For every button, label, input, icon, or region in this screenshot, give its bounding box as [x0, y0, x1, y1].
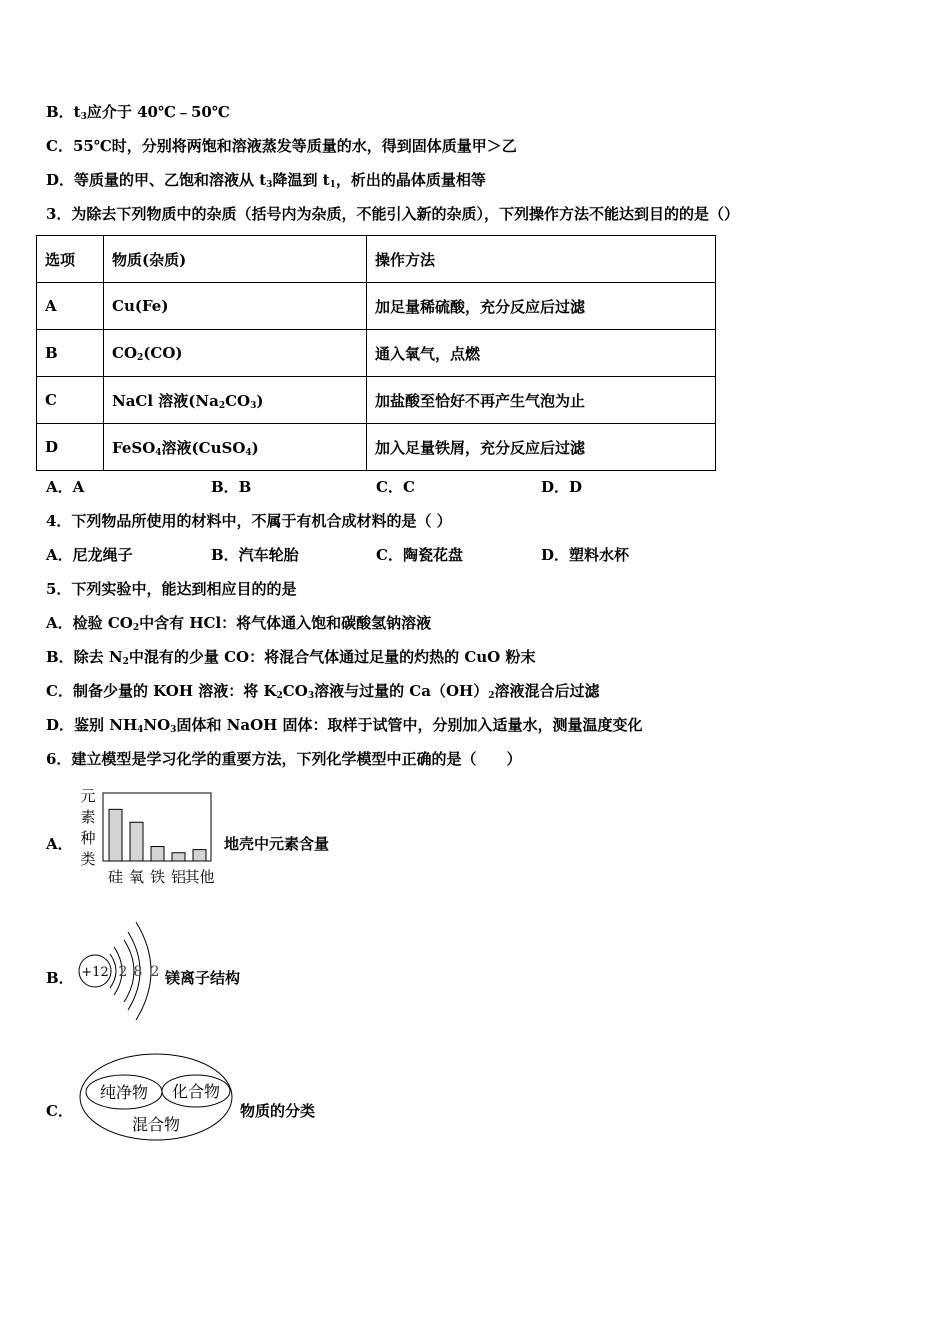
- substance-classification-diagram: [78, 1052, 238, 1144]
- q6-option-b-caption: 镁离子结构: [165, 969, 241, 987]
- method-cell: 加盐酸至恰好不再产生气泡为止: [367, 377, 716, 424]
- q4-answer-a: A．尼龙绳子: [46, 546, 133, 564]
- bar-铁: [151, 847, 164, 861]
- q6-option-c-label: C．: [46, 1102, 73, 1120]
- table-row: [37, 330, 716, 377]
- method-cell: 加入足量铁屑，充分反应后过滤: [367, 424, 716, 471]
- q5-option-a: A．检验 $CO_2$中含有 HCl：将气体通入饱和碳酸氢钠溶液: [46, 614, 432, 633]
- x-tick-label: 铁: [149, 868, 166, 886]
- q4-answer-d: D．塑料水杯: [541, 546, 630, 564]
- q3-stem: 3．为除去下列物质中的杂质（括号内为杂质，不能引入新的杂质），下列操作方法不能达到目的的是（）: [46, 205, 739, 223]
- ylabel-char: 种: [80, 829, 96, 847]
- q3-answer-c: C．C: [376, 478, 415, 496]
- substance-cell: Cu(Fe): [104, 283, 367, 330]
- table-header-row: [37, 236, 716, 283]
- q3-table: [36, 235, 716, 471]
- bar-氧: [130, 822, 143, 861]
- ylabel-char: 素: [80, 808, 96, 826]
- q6-option-a-caption: 地壳中元素含量: [224, 835, 330, 853]
- bar-其他: [193, 850, 206, 861]
- q6-option-a-label: A．: [46, 835, 73, 853]
- method-cell: 加足量稀硫酸，充分反应后过滤: [367, 283, 716, 330]
- nucleus-charge: +12: [81, 965, 109, 980]
- x-tick-label: 其他: [184, 868, 215, 886]
- x-tick-label: 硅: [107, 868, 124, 886]
- ylabel-char: 元: [80, 787, 96, 805]
- substance-cell: FeSO$_4$溶液(CuSO$_4$): [104, 424, 367, 471]
- q2-option-c: C．55℃时，分别将两饱和溶液蒸发等质量的水，得到固体质量甲＞乙: [46, 137, 517, 155]
- q2-option-b: B．$t_3$应介于 40℃﹣50℃: [46, 103, 230, 122]
- shell-electron-count: 2: [118, 964, 128, 980]
- q4-answer-b: B．汽车轮胎: [211, 546, 299, 564]
- bar-硅: [109, 809, 122, 861]
- q6-option-c-caption: 物质的分类: [240, 1102, 316, 1120]
- ylabel-char: 类: [80, 850, 96, 868]
- shell-electron-count: 2: [150, 964, 160, 980]
- table-row: [37, 424, 716, 471]
- outer-label: 混合物: [131, 1115, 181, 1134]
- bar-chart-ylabel: [78, 786, 98, 870]
- x-tick-label: 铝: [170, 868, 187, 886]
- x-tick-label: 氧: [128, 868, 145, 886]
- option-cell: B: [37, 330, 104, 377]
- header-cell: 物质(杂质): [104, 236, 367, 283]
- magnesium-ion-structure-diagram: [74, 912, 166, 1024]
- inner-label-right: 化合物: [171, 1082, 221, 1101]
- q6-option-b-label: B．: [46, 969, 74, 987]
- header-cell: 操作方法: [367, 236, 716, 283]
- option-cell: A: [37, 283, 104, 330]
- q4-stem: 4．下列物品所使用的材料中，不属于有机合成材料的是（ ）: [46, 512, 452, 530]
- q3-answer-a: A．A: [46, 478, 85, 496]
- method-cell: 通入氧气，点燃: [367, 330, 716, 377]
- substance-cell: NaCl 溶液$(Na_2CO_3)$: [104, 377, 367, 424]
- q3-answer-b: B．B: [211, 478, 252, 496]
- element-content-bar-chart: [100, 790, 224, 886]
- table-row: [37, 377, 716, 424]
- option-cell: C: [37, 377, 104, 424]
- inner-label-left: 纯净物: [99, 1083, 149, 1102]
- q5-option-b: B．除去 $N_2$中混有的少量 CO：将混合气体通过足量的灼热的 CuO 粉末: [46, 648, 536, 667]
- bar-铝: [172, 853, 185, 861]
- substance-cell: $CO_2(CO)$: [104, 330, 367, 377]
- q2-option-d: D．等质量的甲、乙饱和溶液从 $t_3$降温到 $t_1$，析出的晶体质量相等: [46, 171, 486, 190]
- shell-electron-count: 8: [133, 964, 143, 980]
- q5-option-d: D．鉴别 $NH_4NO_3$固体和 NaOH 固体：取样于试管中，分别加入适量水，测量温度变化: [46, 716, 643, 735]
- header-cell: 选项: [37, 236, 104, 283]
- q5-stem: 5．下列实验中，能达到相应目的的是: [46, 580, 297, 598]
- q6-stem: 6．建立模型是学习化学的重要方法，下列化学模型中正确的是（ ）: [46, 750, 522, 768]
- q3-answer-d: D．D: [541, 478, 583, 496]
- option-cell: D: [37, 424, 104, 471]
- q5-option-c: C．制备少量的 KOH 溶液：将 $K_2CO_3$溶液与过量的 $Ca(OH)_2$溶液混合后过滤: [46, 682, 600, 701]
- q4-answer-c: C．陶瓷花盘: [376, 546, 463, 564]
- table-row: [37, 283, 716, 330]
